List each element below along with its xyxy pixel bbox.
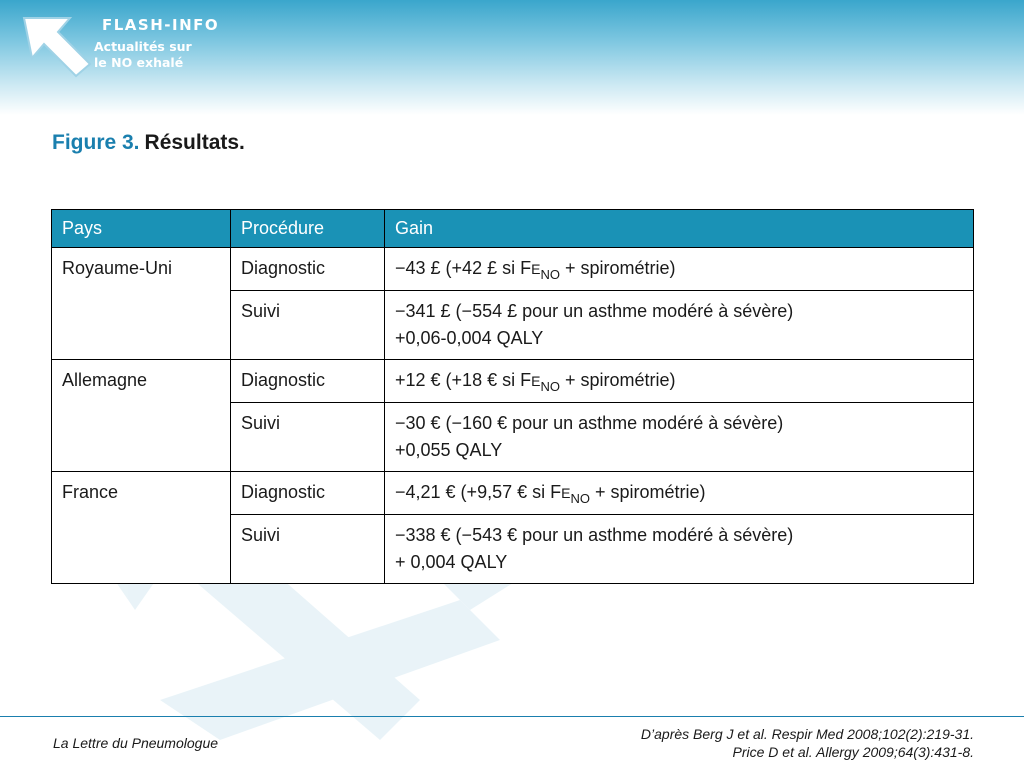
table-row	[52, 360, 974, 403]
gain-e: E	[531, 373, 541, 389]
journal-name: La Lettre du Pneumologue	[53, 735, 219, 751]
figure-label: Figure 3.	[52, 131, 140, 154]
gain-text: −4,21 € (+9,57 € si F	[395, 482, 562, 502]
gain-text-end: + spirométrie)	[589, 482, 706, 502]
gain-text-end: + spirométrie)	[559, 258, 676, 278]
gain-text: +12 € (+18 € si F	[395, 370, 532, 390]
logo-subtitle-line-1: Actualités sur	[94, 39, 192, 54]
logo-subtitle	[94, 39, 192, 71]
cell-procedure: Suivi	[231, 291, 385, 360]
cell-gain	[385, 515, 974, 584]
cell-gain	[385, 360, 974, 403]
cell-procedure: Suivi	[231, 515, 385, 584]
cell-pays: France	[52, 472, 231, 584]
gain-line-1: −338 € (−543 € pour un asthme modéré à sévère)	[395, 525, 794, 545]
gain-e: E	[531, 261, 541, 277]
gain-line-2: +0,06-0,004 QALY	[395, 328, 544, 348]
gain-text: −43 £ (+42 £ si F	[395, 258, 532, 278]
reference-2: Price D et al. Allergy 2009;64(3):431-8.	[732, 744, 974, 760]
figure-caption: Résultats.	[144, 131, 245, 154]
header-procedure: Procédure	[231, 210, 385, 248]
table-row	[52, 248, 974, 291]
gain-subscript: NO	[540, 267, 560, 282]
reference-1: D’après Berg J et al. Respir Med 2008;102(2):219-31.	[640, 726, 974, 742]
cell-procedure: Diagnostic	[231, 472, 385, 515]
references	[641, 725, 974, 761]
table-row	[52, 472, 974, 515]
results-table	[51, 209, 974, 584]
cell-pays: Allemagne	[52, 360, 231, 472]
cell-gain	[385, 403, 974, 472]
gain-line-2: +0,055 QALY	[395, 440, 503, 460]
cell-procedure: Diagnostic	[231, 248, 385, 291]
logo-title: FLASH-INFO	[102, 16, 220, 34]
gain-subscript: NO	[570, 491, 590, 506]
cell-gain	[385, 472, 974, 515]
cell-procedure: Suivi	[231, 403, 385, 472]
figure-title	[52, 131, 245, 155]
logo-arrow-icon	[18, 12, 98, 78]
gain-subscript: NO	[540, 379, 560, 394]
header-pays: Pays	[52, 210, 231, 248]
gain-e: E	[561, 485, 571, 501]
gain-line-1: −30 € (−160 € pour un asthme modéré à sévère)	[395, 413, 784, 433]
cell-gain	[385, 291, 974, 360]
flash-info-logo	[18, 12, 238, 82]
header-gain: Gain	[385, 210, 974, 248]
gain-line-2: + 0,004 QALY	[395, 552, 508, 572]
logo-subtitle-line-2: le NO exhalé	[94, 55, 184, 70]
cell-pays: Royaume-Uni	[52, 248, 231, 360]
gain-text-end: + spirométrie)	[559, 370, 676, 390]
cell-gain	[385, 248, 974, 291]
table-header-row	[52, 210, 974, 248]
gain-line-1: −341 £ (−554 £ pour un asthme modéré à sévère)	[395, 301, 794, 321]
cell-procedure: Diagnostic	[231, 360, 385, 403]
footer-divider	[0, 716, 1024, 717]
